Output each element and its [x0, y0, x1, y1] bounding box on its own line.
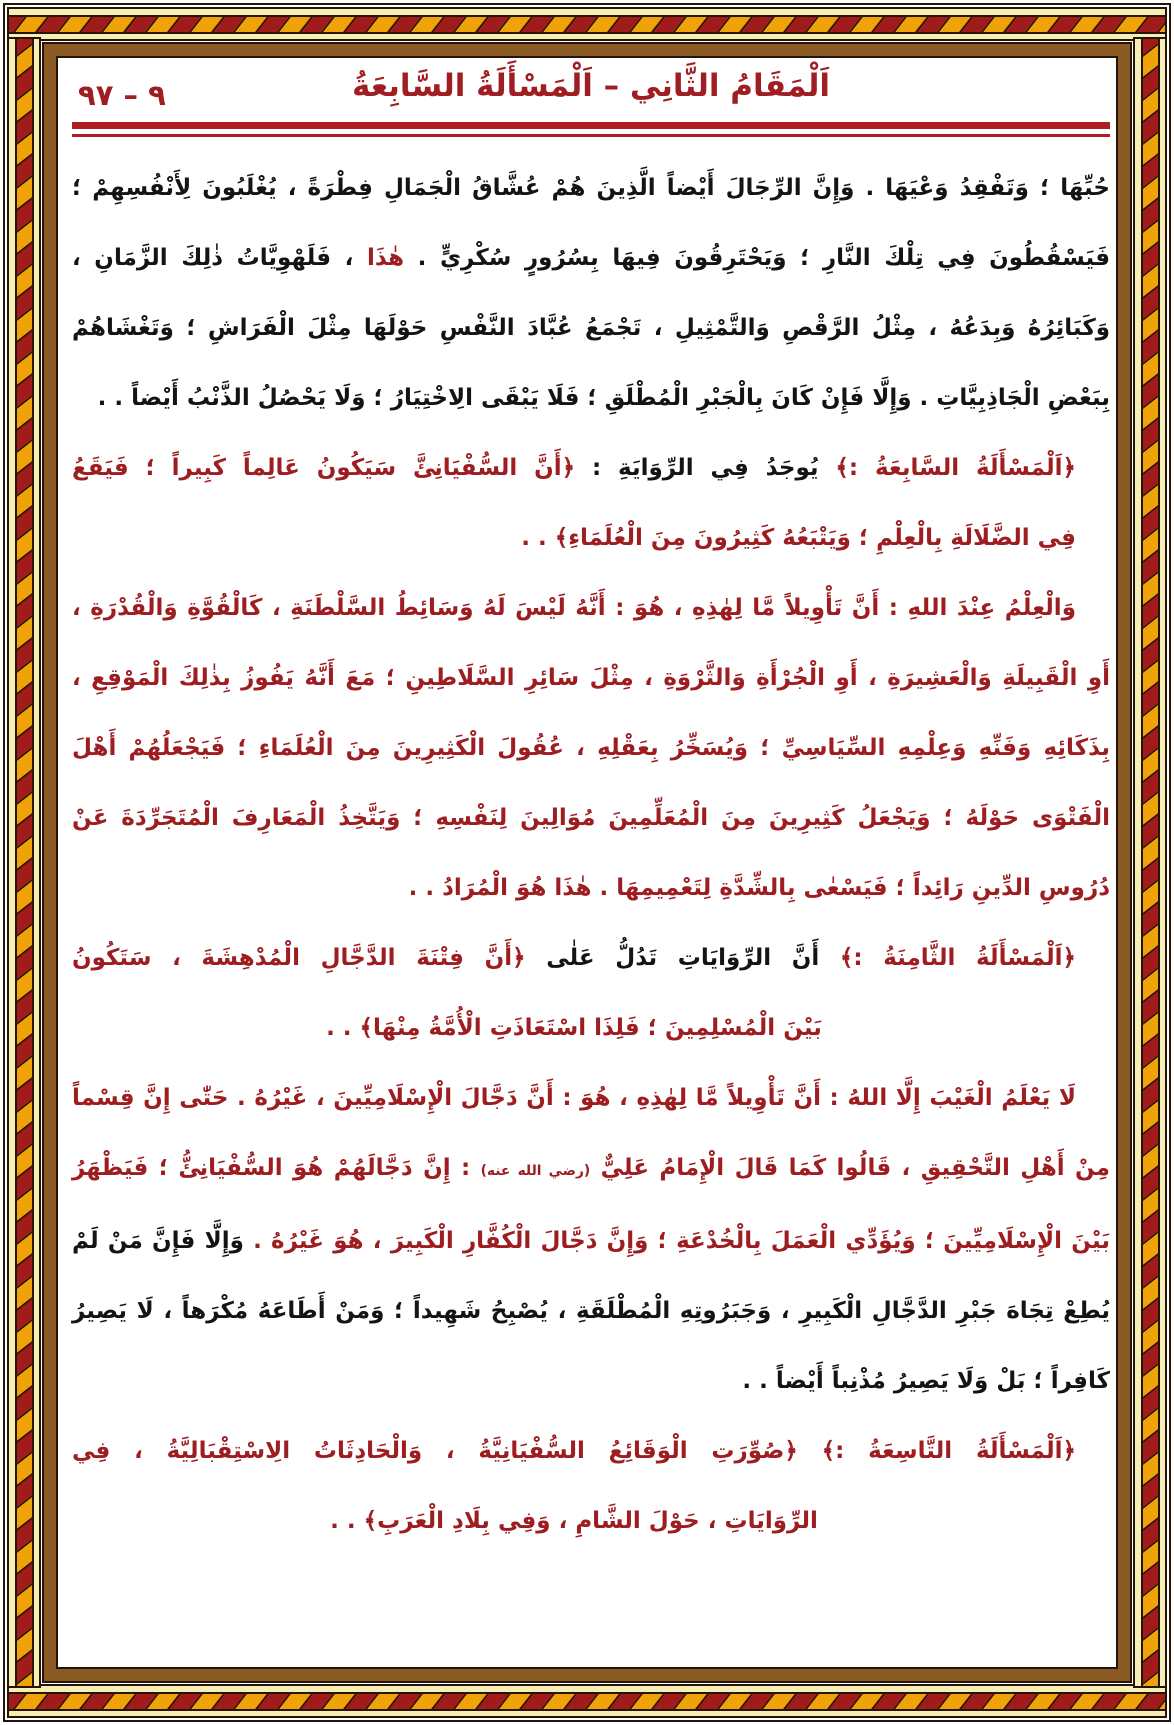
paragraph-2: [72, 433, 1110, 573]
text-segment: يُوجَدُ فِي الرِّوَايَةِ :: [575, 455, 819, 481]
text-segment: وَالْعِلْمُ عِنْدَ اللهِ : أَنَّ تَأْوِيلاً مَّا لِهٰذِهِ ، هُوَ : أَنَّهُ لَيْسَ لَهُ وَسَائِطُ السَّلْطَنَةِ ، كَالْقُوَّةِ وَالْقُدْرَةِ ، أَوِ الْقَبِيلَةِ وَالْعَشِيرَةِ ، أَوِ الْجُرْأَةِ وَالثَّرْوَةِ ، مِثْلَ سَائِرِ السَّلَاطِينِ ؛ مَعَ أَنَّهُ يَفُوزُ بِذٰلِكَ الْمَوْقِعِ ، بِذَكَائِهِ وَفَنِّهِ وَعِلْمِهِ السِّيَاسِيِّ ؛ وَيُسَخِّرُ بِعَقْلِهِ ، عُقُولَ الْكَثِيرِينَ مِنَ الْعُلَمَاءِ ؛ فَيَجْعَلُهُمْ أَهْلَ الْفَتْوَى حَوْلَهُ ؛ وَيَجْعَلُ كَثِيرِينَ مِنَ الْمُعَلِّمِينَ مُوَالِينَ لِنَفْسِهِ ؛ وَيَتَّخِذُ الْمَعَارِفَ الْمُتَجَرِّدَةَ عَنْ دُرُوسِ الدِّينِ رَائِداً ؛ فَيَسْعٰى بِالشِّدَّةِ لِتَعْمِيمِهَا . هٰذَا هُوَ الْمُرَادُ . .: [72, 595, 1110, 901]
text-segment: وَإِلَّا فَإِنَّ مَنْ لَمْ يُطِعْ تِجَاهَ جَبْرِ الدَّجَّالِ الْكَبِيرِ ، وَجَبَرُوتِهِ الْمُطْلَقَةِ ، يُصْبِحُ شَهِيداً ؛ وَمَنْ أَطَاعَهُ مُكْرَهاً ، لَا يَصِيرُ كَافِراً ؛ بَلْ وَلَا يَصِيرُ مُذْنِباً أَيْضاً . .: [72, 1228, 1110, 1394]
paragraph-4-line-1: [72, 923, 1110, 993]
paragraph-4-line-2: [72, 993, 1110, 1063]
ornamental-border-right: [1133, 37, 1167, 1688]
honorific-roundel: (رضي الله عنه): [480, 1163, 591, 1179]
header-rule-thin: [72, 134, 1110, 137]
page-header: [72, 52, 1110, 137]
header-rule-thick: [72, 122, 1110, 129]
paragraph-2-line-2: [72, 503, 1110, 573]
text-segment: ﴿اَلْمَسْأَلَةُ الثَّامِنَةُ :﴾: [819, 945, 1077, 971]
paragraph-3: [72, 573, 1110, 923]
paragraph-5: [72, 1063, 1110, 1416]
paragraph-1: [72, 153, 1110, 433]
paragraph-6: [72, 1416, 1110, 1556]
body-text: [72, 153, 1110, 1556]
paragraph-4: [72, 923, 1110, 1063]
text-segment: الرِّوَايَاتِ ، حَوْلَ الشَّامِ ، وَفِي بِلَادِ الْعَرَبِ﴾ . .: [330, 1508, 818, 1534]
paragraph-6-line-2: [72, 1486, 1110, 1556]
text-segment: بَيْنَ الْمُسْلِمِينَ ؛ فَلِذَا اسْتَعَاذَتِ الْأُمَّةُ مِنْهَا﴾ . .: [326, 1015, 822, 1041]
text-segment: حُبِّهَا ؛ وَتَفْقِدُ وَعْيَهَا . وَإِنَّ الرِّجَالَ أَيْضاً الَّذِينَ هُمْ عُشَّاقُ الْجَمَالِ فِطْرَةً ، يُغْلَبُونَ لِأَنْفُسِهِمْ ؛ فَيَسْقُطُونَ فِي تِلْكَ النَّارِ ؛ وَيَحْتَرِقُونَ فِيهَا بِسُرُورٍ سُكْرِيٍّ .: [72, 175, 1111, 271]
text-segment: فِي الضَّلَالَةِ بِالْعِلْمِ ؛ وَيَتْبَعُهُ كَثِيرُونَ مِنَ الْعُلَمَاءِ﴾ . .: [521, 525, 1076, 551]
text-segment: ، فَلَهْوِيَّاتُ ذٰلِكَ الزَّمَانِ ، وَكَبَائِرُهُ وَبِدَعُهُ ، مِثْلُ الرَّقْصِ وَالتَّمْثِيلِ ، تَجْمَعُ عُبَّادَ النَّفْسِ حَوْلَهَا مِثْلَ الْفَرَاشِ ؛ وَتَغْشَاهُمْ بِبَعْضِ الْجَاذِبِيَّاتِ . وَإِلَّا فَإِنْ كَانَ بِالْجَبْرِ الْمُطْلَقِ ؛ فَلَا يَبْقَى الِاخْتِيَارُ ؛ وَلَا يَحْصُلُ الذَّنْبُ أَيْضاً . .: [72, 245, 1110, 411]
paragraph-2-line-1: [72, 433, 1110, 503]
text-segment: ﴿اَلْمَسْأَلَةُ السَّابِعَةُ :﴾: [818, 455, 1076, 481]
ornamental-border-bottom: [7, 1684, 1167, 1718]
paragraph-6-line-1: [72, 1416, 1110, 1486]
text-segment: ﴿أَنَّ فِتْنَةَ الدَّجَّالِ الْمُدْهِشَةَ ، سَتَكُونُ: [72, 945, 526, 971]
ornamental-border-top: [7, 7, 1167, 41]
text-segment: : إِنَّ دَجَّالَهُمْ هُوَ السُّفْيَانِئُّ ؛ فَيَظْهَرُ بَيْنَ الْإِسْلَامِيِّينَ ؛ وَيُؤَدِّي الْعَمَلَ بِالْخُدْعَةِ ؛ وَإِنَّ دَجَّالَ الْكُفَّارِ الْكَبِيرَ ، هُوَ غَيْرُهُ .: [72, 1155, 1110, 1254]
text-segment: ﴿اَلْمَسْأَلَةُ التَّاسِعَةُ :﴾ ﴿صُوِّرَتِ الْوَقَائِعُ السُّفْيَانِيَّةُ ، وَالْحَادِثَاتُ الِاسْتِقْبَالِيَّةُ ، فِي: [72, 1438, 1076, 1464]
page-title: اَلْمَقَامُ الثَّانِي – اَلْمَسْأَلَةُ السَّابِعَةُ: [351, 68, 831, 104]
header-rules: [72, 122, 1110, 137]
text-segment: هٰذَا: [366, 245, 405, 271]
ornamental-border-left: [7, 37, 41, 1688]
page-number: ٩ – ٩٧: [78, 78, 166, 112]
text-segment: أَنَّ الرِّوَايَاتِ تَدُلُّ عَلٰى: [525, 945, 820, 971]
text-segment: لَا يَعْلَمُ الْغَيْبَ إِلَّا اللهُ : أَنَّ تَأْوِيلاً مَّا لِهٰذِهِ ، هُوَ : أَنَّ دَجَّالَ الْإِسْلَامِيِّينَ ، غَيْرُهُ . حَتّٰى إِنَّ قِسْماً مِنْ أَهْلِ التَّحْقِيقِ ، قَالُوا كَمَا قَالَ الْإِمَامُ عَلِيٌّ: [72, 1085, 1110, 1181]
page-content: [72, 52, 1110, 1669]
text-segment: ﴿أَنَّ السُّفْيَانِئَّ سَيَكُونُ عَالِماً كَبِيراً ؛ فَيَقَعُ: [72, 455, 576, 481]
